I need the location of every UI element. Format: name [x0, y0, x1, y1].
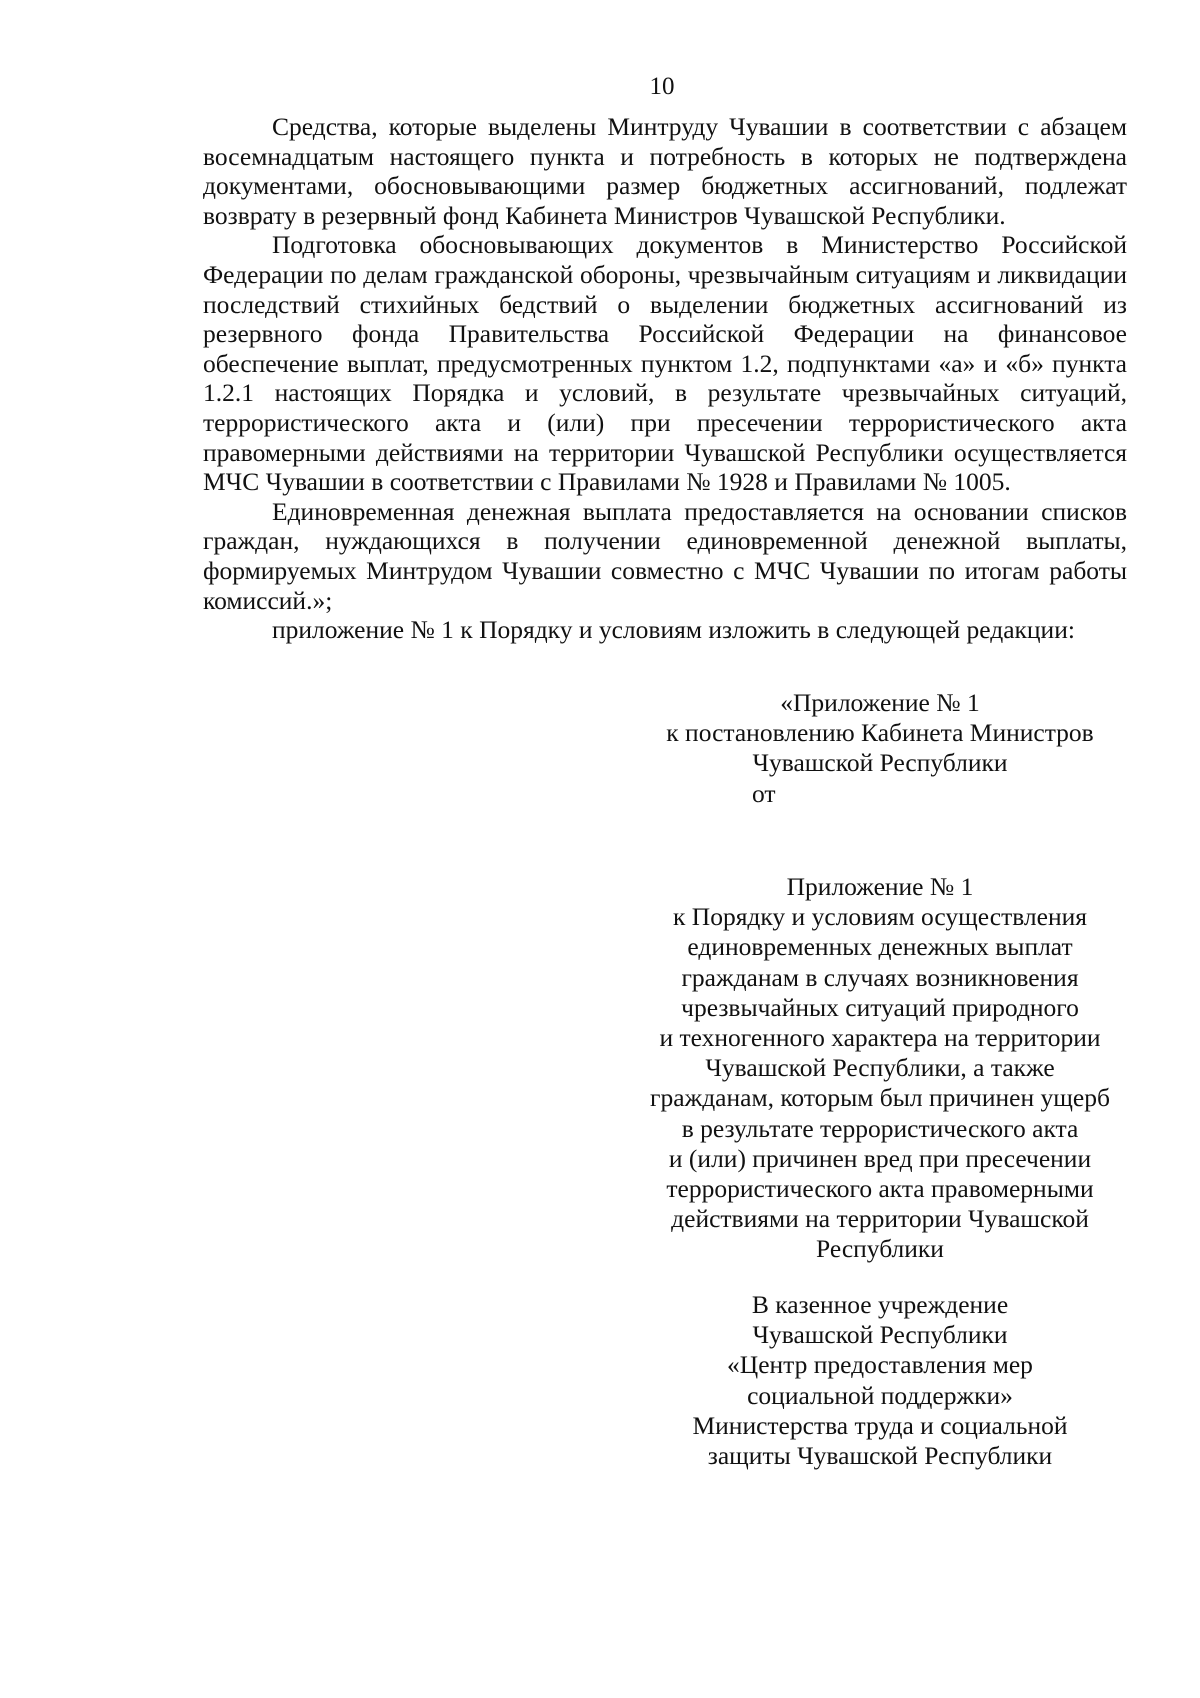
page-number: 10: [649, 73, 675, 100]
paragraph-funds-return: Средства, которые выделены Минтруду Чувашии в соответствии с абзацем восемнадцатым настоящего пункта и потребность в которых не подтверждена документами, обосновывающими размер бюджетных ассигнований, подлежат возврату в резервный фонд Кабинета Министров Чувашской Республики.: [203, 112, 1127, 230]
appendix-line: гражданам в случаях возникновения: [681, 962, 1079, 992]
appendix-line: в результате террористического акта: [681, 1113, 1079, 1143]
addressee-line: Министерства труда и социальной: [692, 1410, 1068, 1440]
decree-line: Чувашской Республики: [752, 748, 1008, 778]
appendix-line: гражданам, которым был причинен ущерб: [650, 1083, 1110, 1113]
appendix-line: единовременных денежных выплат: [687, 932, 1073, 962]
addressee-line: социальной поддержки»: [747, 1380, 1013, 1410]
appendix-line: террористического акта правомерными: [666, 1174, 1094, 1204]
decree-line: «Приложение № 1: [780, 688, 980, 717]
appendix-line: и техногенного характера на территории: [659, 1023, 1101, 1053]
addressee-line: В казенное учреждение: [751, 1290, 1009, 1319]
addressee-line: «Центр предоставления мер: [727, 1350, 1033, 1380]
paragraph-one-time-payment: Единовременная денежная выплата предоставляется на основании списков граждан, нуждающихся в получении единовременной денежной выплаты, формируемых Минтрудом Чувашии совместно с МЧС Чувашии по итогам работы комиссий.»;: [203, 496, 1127, 615]
appendix-line: и (или) причинен вред при пресечении: [668, 1143, 1092, 1173]
addressee-block: [640, 1290, 1120, 1471]
appendix-line: Приложение № 1: [786, 872, 974, 901]
decree-line: к постановлению Кабинета Министров: [666, 718, 1094, 748]
appendix-line: Чувашской Республики, а также: [705, 1053, 1055, 1083]
addressee-line: Чувашской Республики: [752, 1320, 1008, 1350]
appendix-line: к Порядку и условиям осуществления: [673, 902, 1087, 932]
appendix-line: чрезвычайных ситуаций природного: [681, 992, 1079, 1022]
decree-line: от: [752, 778, 776, 808]
appendix-line: Республики: [816, 1234, 944, 1264]
paragraph-appendix-amendment: приложение № 1 к Порядку и условиям изложить в следующей редакции:: [272, 615, 1075, 645]
appendix-line: действиями на территории Чувашской: [671, 1204, 1089, 1234]
body-text: [203, 112, 1127, 645]
addressee-line: защиты Чувашской Республики: [707, 1441, 1053, 1471]
procedure-appendix-heading: [640, 872, 1120, 1265]
paragraph-supporting-documents: Подготовка обосновывающих документов в Министерство Российской Федерации по делам гражданской обороны, чрезвычайным ситуациям и ликвидации последствий стихийных бедствий о выделении бюджетных ассигнований из резервного фонда Правительства Российской Федерации на финансовое обеспечение выплат, предусмотренных пунктом 1.2, подпунктами «а» и «б» пункта 1.2.1 настоящих Порядка и условий, в результате чрезвычайных ситуаций, террористического акта и (или) при пресечении террористического акта правомерными действиями на территории Чувашской Республики осуществляется МЧС Чувашии в соответствии с Правилами № 1928 и Правилами № 1005.: [203, 230, 1127, 497]
decree-appendix-heading: [640, 688, 1120, 809]
